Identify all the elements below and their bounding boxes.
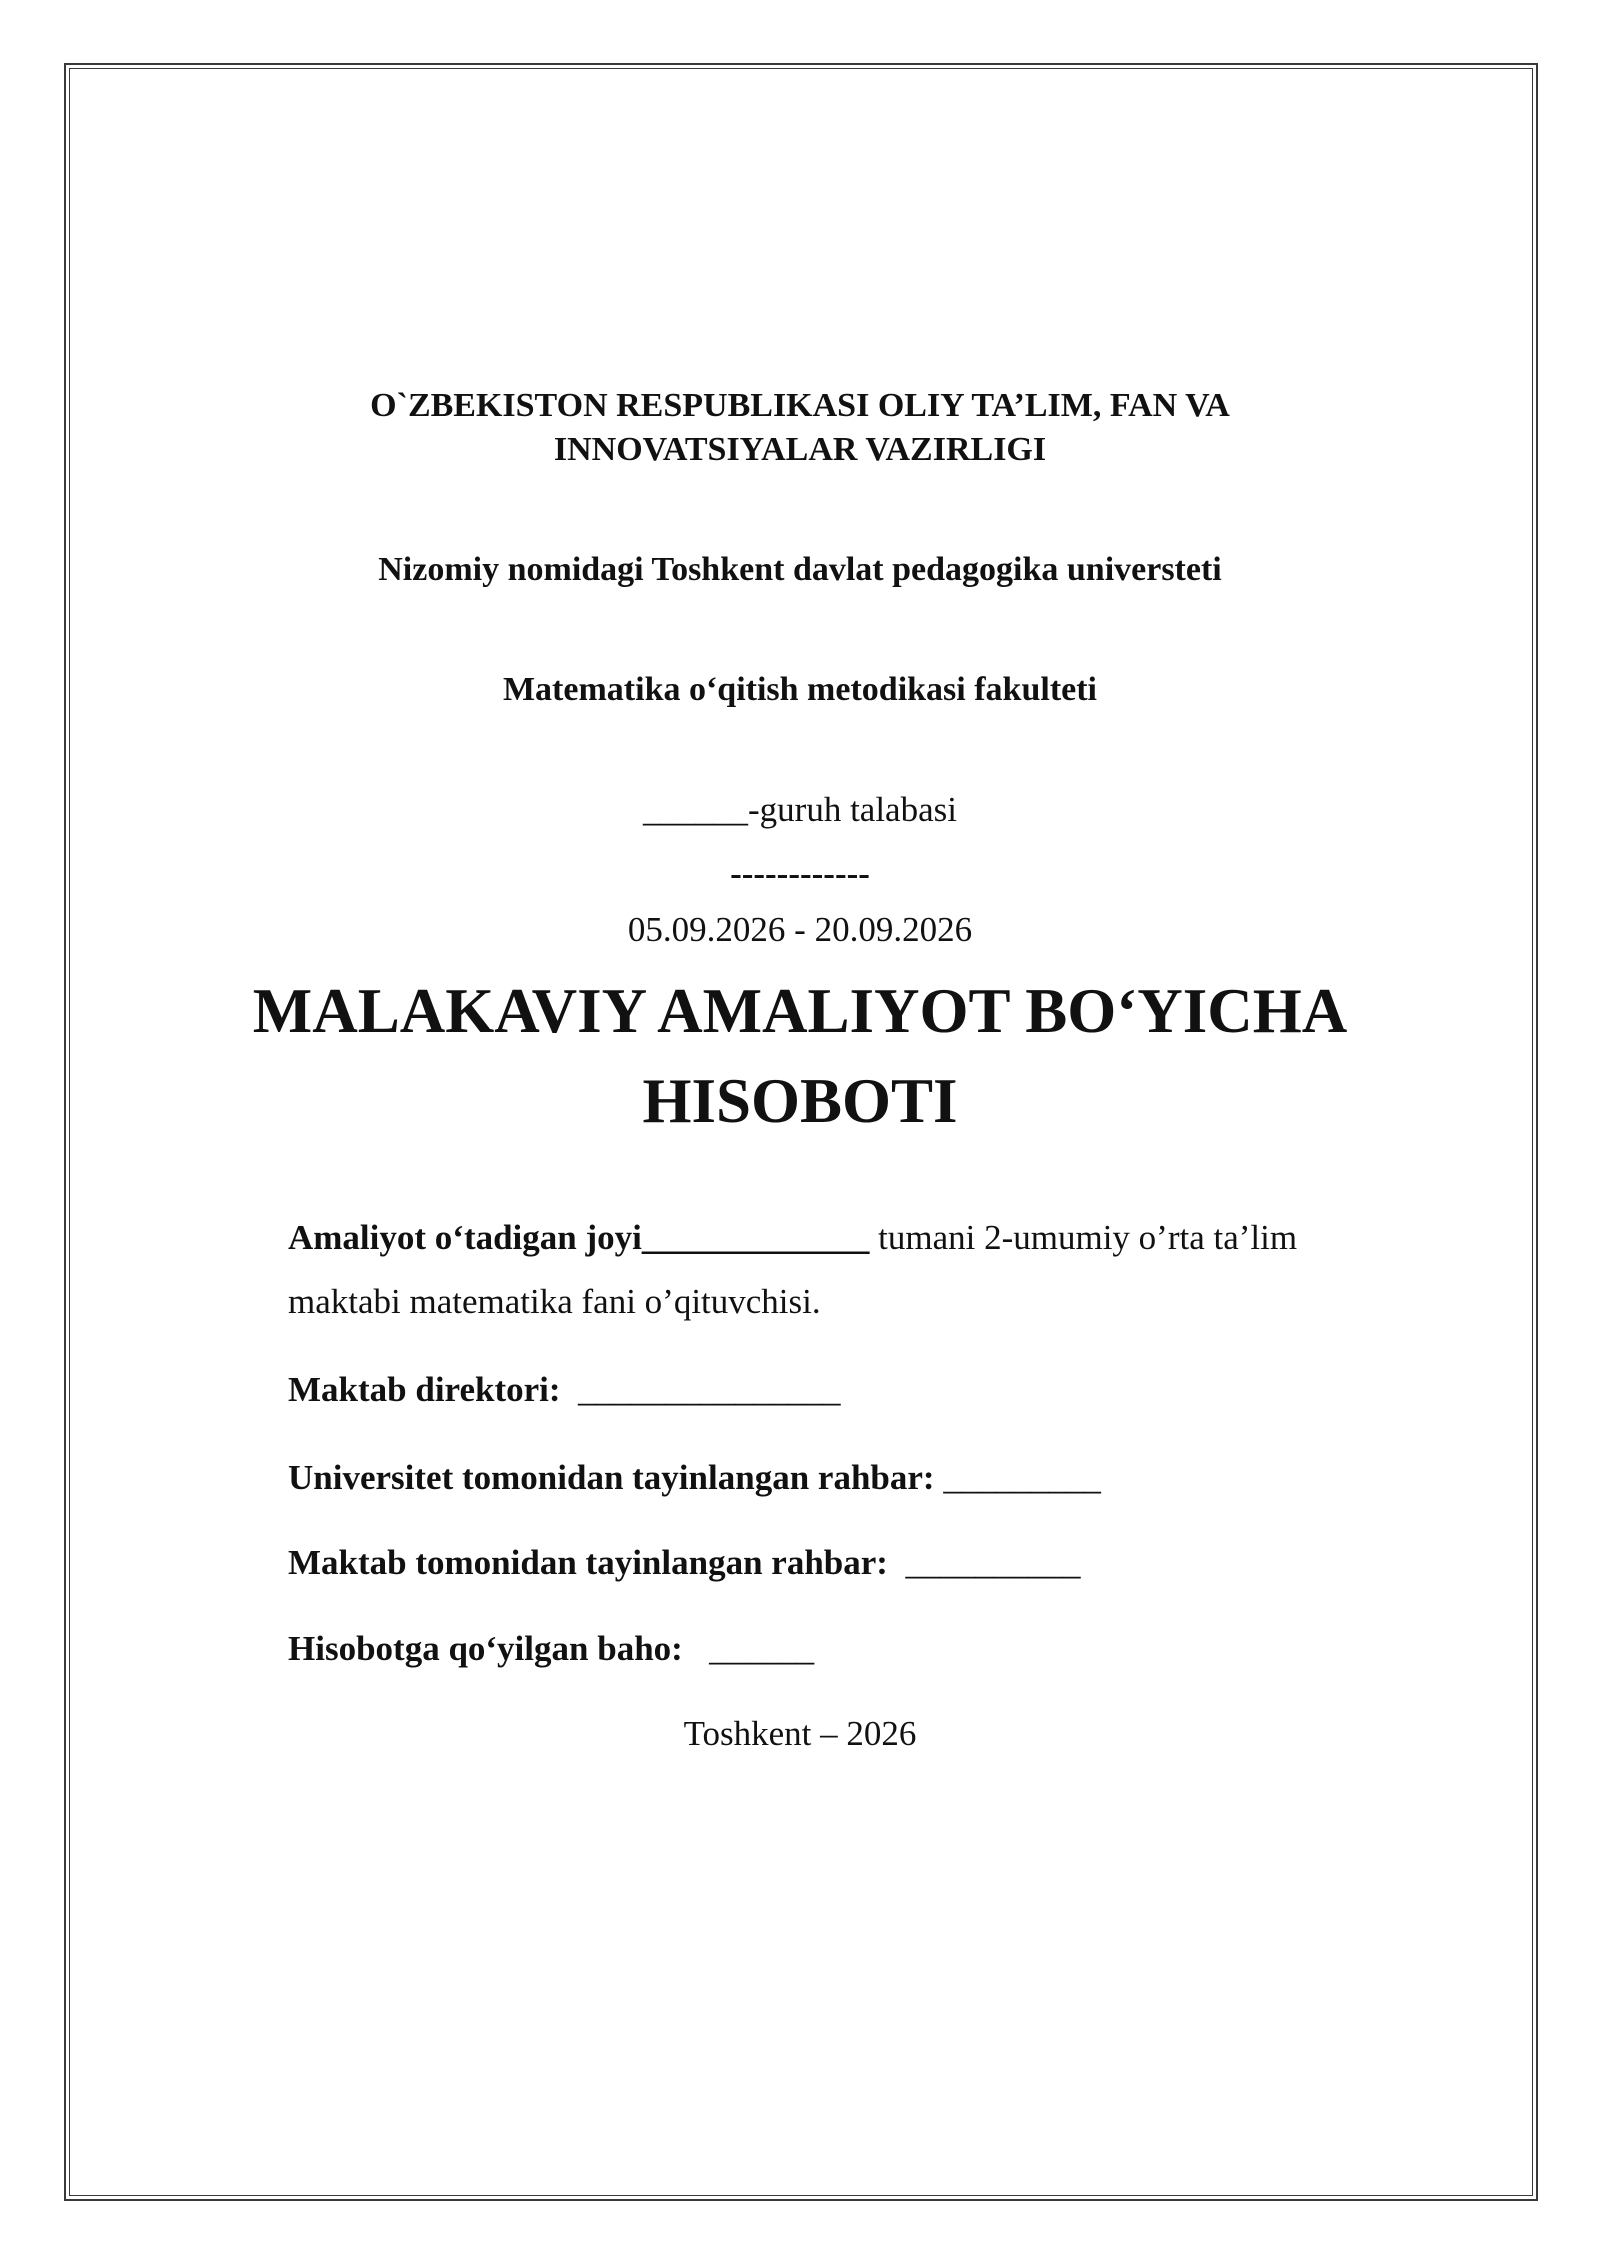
practice-place-value-continued: maktabi matematika fani o’qituvchisi. xyxy=(288,1282,821,1321)
faculty-name: Matematika o‘qitish metodikasi fakulteti xyxy=(502,671,1098,708)
practice-dates: 05.09.2026 - 20.09.2026 xyxy=(627,910,973,949)
practice-place-value: tumani 2-umumiy o’rta ta’lim xyxy=(869,1218,1298,1257)
director-field xyxy=(288,1358,1408,1422)
ministry-line-2: INNOVATSIYALAR VAZIRLIGI xyxy=(553,431,1047,468)
director-label: Maktab direktori: xyxy=(288,1370,561,1409)
city-year: Toshkent – 2026 xyxy=(683,1714,917,1753)
grade-field xyxy=(288,1617,1408,1681)
grade-label: Hisobotga qo‘yilgan baho: xyxy=(288,1629,683,1668)
report-title-line-2: HISOBOTI xyxy=(642,1066,958,1136)
ministry-heading xyxy=(0,384,1600,472)
university-supervisor-field xyxy=(288,1446,1408,1510)
school-supervisor-blank: __________ xyxy=(887,1543,1081,1582)
report-title xyxy=(0,966,1600,1146)
practice-place-field xyxy=(288,1206,1408,1334)
ministry-line-1: O`ZBEKISTON RESPUBLIKASI OLIY TA’LIM, FAN VA xyxy=(370,387,1230,424)
school-supervisor-field xyxy=(288,1531,1408,1595)
student-name: ------------ xyxy=(730,854,870,893)
director-blank: _______________ xyxy=(560,1370,841,1409)
school-supervisor-label: Maktab tomonidan tayinlangan rahbar: xyxy=(288,1543,888,1582)
university-name: Nizomiy nomidagi Toshkent davlat pedagogika universteti xyxy=(378,551,1222,588)
practice-place-label: Amaliyot o‘tadigan joyi_____________ xyxy=(288,1218,870,1257)
group-line: ______-guruh talabasi xyxy=(643,790,957,829)
report-title-line-1: MALAKAVIY AMALIYOT BO‘YICHA xyxy=(252,976,1348,1046)
university-supervisor-label: Universitet tomonidan tayinlangan rahbar: xyxy=(288,1458,935,1497)
grade-blank: ______ xyxy=(682,1629,815,1668)
university-supervisor-blank: _________ xyxy=(934,1458,1101,1497)
